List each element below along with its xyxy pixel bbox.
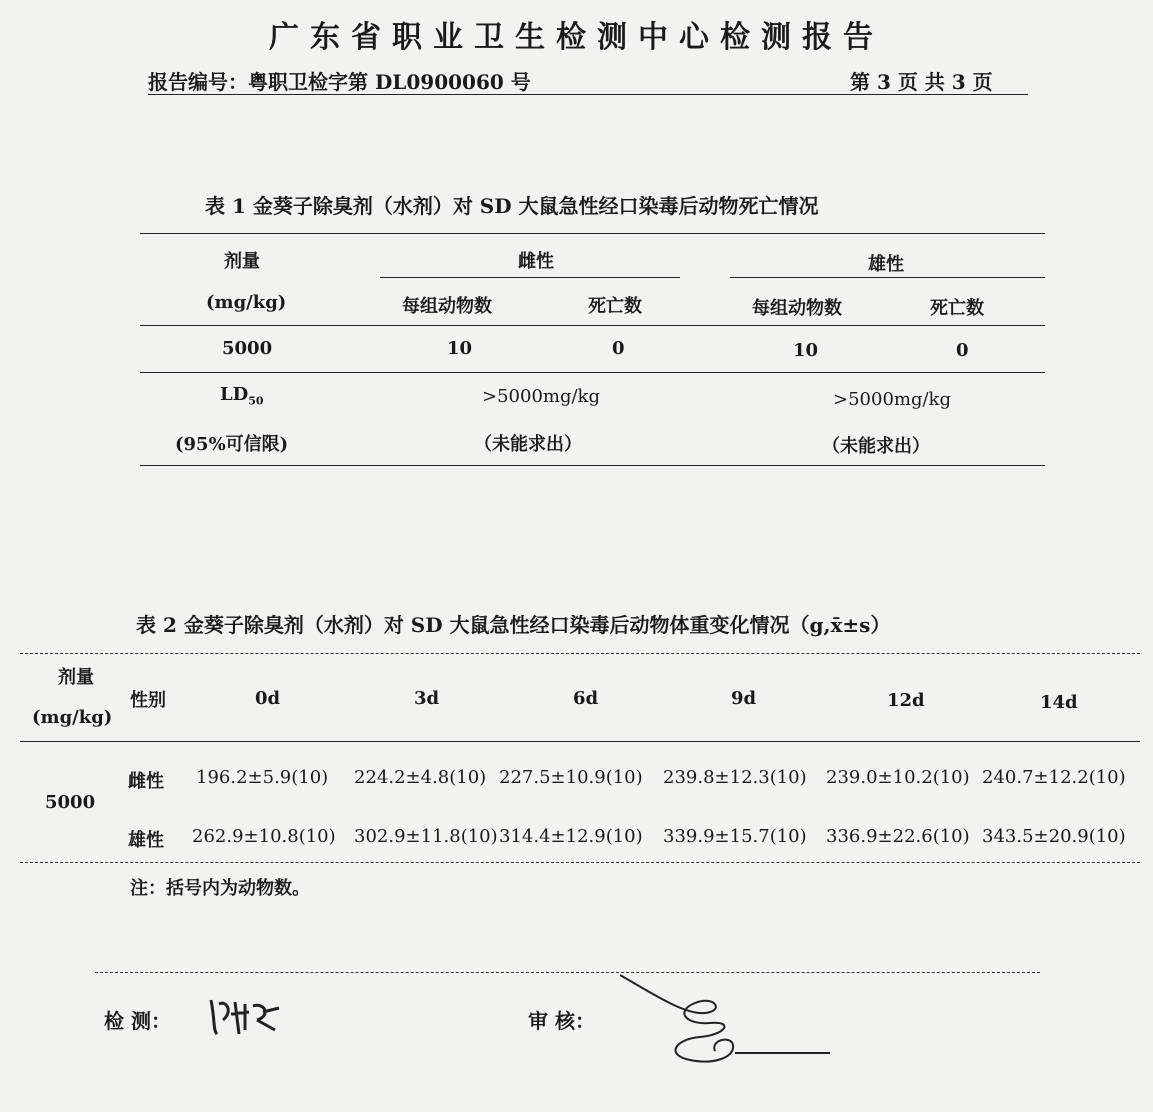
page-info: 第 3 页 共 3 页 — [850, 70, 993, 94]
table2-day-12: 12d — [887, 690, 925, 711]
table1-female-d: 0 — [612, 338, 625, 359]
table2-cell: 224.2±4.8(10) — [354, 767, 487, 788]
table2-row-male — [128, 826, 1126, 852]
table1-male-animals: 每组动物数 — [752, 298, 842, 319]
table1-female-deaths: 死亡数 — [588, 296, 642, 317]
table2-day-9: 9d — [731, 688, 757, 709]
table1-female-rule — [380, 277, 680, 278]
tester-signature — [205, 990, 285, 1040]
table2-dose-unit: (mg/kg) — [32, 707, 113, 728]
table1-female-animals: 每组动物数 — [402, 296, 492, 317]
report-title: 广东省职业卫生检测中心检测报告 — [269, 20, 884, 55]
table2-bottom-rule — [20, 862, 1140, 863]
table1-header-rule — [140, 325, 1045, 326]
table2-cell: 343.5±20.9(10) — [982, 826, 1126, 847]
table2-note: 注：括号内为动物数。 — [130, 878, 310, 899]
table2-cell: 314.4±12.9(10) — [499, 826, 643, 847]
table2-sex-male: 雄性 — [128, 830, 164, 851]
table1-ci-label: (95%可信限) — [175, 434, 289, 455]
table1-male-rule — [730, 277, 1045, 278]
tester-label: 检 测： — [104, 1009, 171, 1033]
table2-cell: 240.7±12.2(10) — [982, 767, 1126, 788]
table2-day-3: 3d — [414, 688, 440, 709]
table1-row-rule — [140, 372, 1045, 373]
table2-day-6: 6d — [573, 688, 599, 709]
table2-dose-header: 剂量 — [58, 667, 94, 688]
table2-header-rule — [20, 741, 1140, 742]
table1-male-d: 0 — [956, 340, 969, 361]
table1-male-n: 10 — [793, 340, 819, 361]
table2-day-14: 14d — [1040, 692, 1078, 713]
table2-sex-header: 性别 — [130, 690, 166, 711]
footer-rule — [95, 972, 1040, 973]
table2-cell: 302.9±11.8(10) — [354, 826, 498, 847]
table1-dose-header: 剂量 — [224, 251, 260, 272]
table1-ld50-label: $LD_{50}$ — [220, 384, 264, 408]
table1-male-deaths: 死亡数 — [930, 298, 984, 319]
table2-cell: 239.0±10.2(10) — [826, 767, 970, 788]
table1-male-ld50: >5000mg/kg — [833, 389, 951, 410]
table2-cell: 262.9±10.8(10) — [192, 826, 336, 847]
table1-female-header: 雌性 — [518, 251, 554, 272]
table2-cell: 227.5±10.9(10) — [499, 767, 643, 788]
reviewer-label: 审 核： — [528, 1009, 595, 1033]
table1-female-ld50: >5000mg/kg — [482, 386, 600, 407]
table2-sex-female: 雌性 — [128, 771, 164, 792]
table1-caption: 表 1 金葵子除臭剂（水剂）对 SD 大鼠急性经口染毒后动物死亡情况 — [205, 194, 819, 218]
reviewer-signature — [615, 965, 845, 1080]
table1-female-ci: （未能求出） — [474, 434, 582, 455]
table1-top-rule — [140, 233, 1045, 234]
table2-dose-value: 5000 — [45, 792, 96, 813]
header-rule — [148, 94, 1028, 95]
ld50-subscript: 50 — [248, 394, 264, 408]
table2-caption: 表 2 金葵子除臭剂（水剂）对 SD 大鼠急性经口染毒后动物体重变化情况（g,x̄±s） — [136, 613, 891, 637]
table1-bottom-rule — [140, 465, 1045, 466]
table2-day-0: 0d — [255, 688, 281, 709]
table2-cell: 339.9±15.7(10) — [663, 826, 807, 847]
table1-female-n: 10 — [447, 338, 473, 359]
table2-cell: 239.8±12.3(10) — [663, 767, 807, 788]
table1-dose-value: 5000 — [222, 338, 273, 359]
table2-row-female — [128, 767, 1126, 793]
table1-male-ci: （未能求出） — [822, 436, 930, 457]
table1-male-header: 雄性 — [868, 254, 904, 275]
table2-cell: 336.9±22.6(10) — [826, 826, 970, 847]
table2-cell: 196.2±5.9(10) — [196, 767, 329, 788]
table1-dose-unit: (mg/kg) — [206, 292, 287, 313]
report-number: 报告编号：粤职卫检字第 DL0900060 号 — [148, 70, 531, 94]
table2-top-rule — [20, 653, 1140, 654]
